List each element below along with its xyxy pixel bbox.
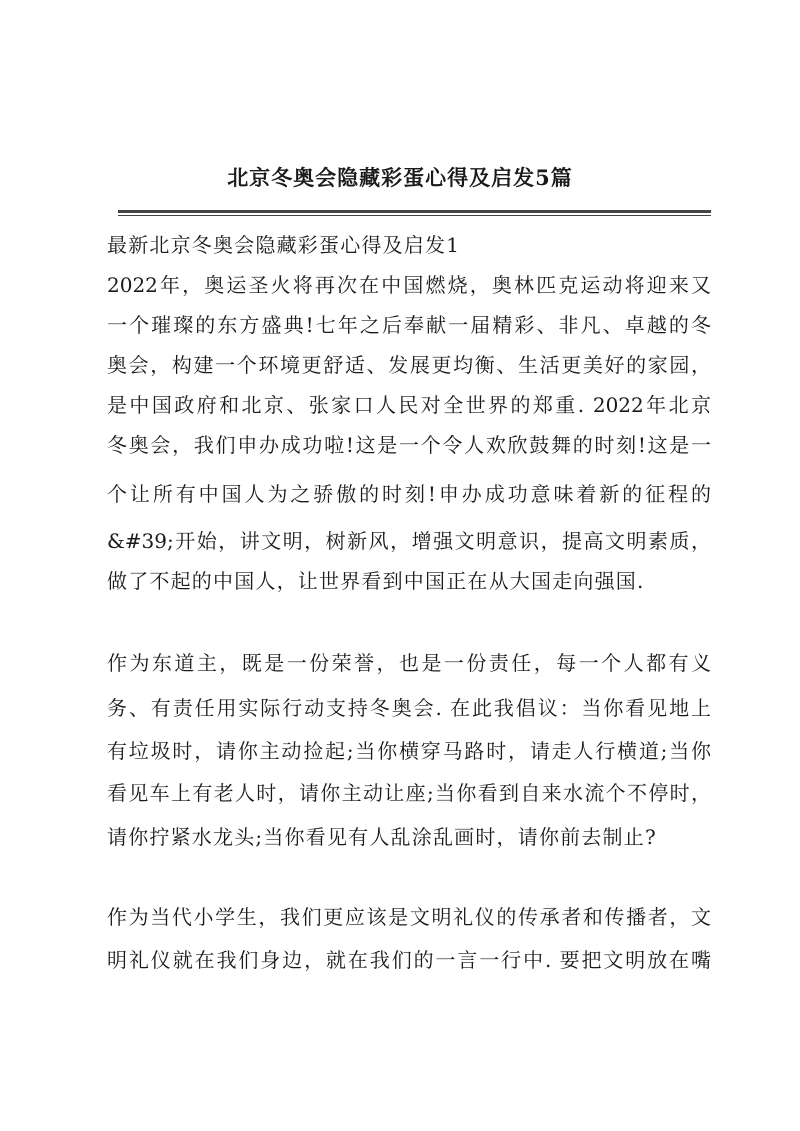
section-heading: 最新北京冬奥会隐藏彩蛋心得及启发1 bbox=[107, 233, 461, 257]
title-divider bbox=[118, 210, 711, 213]
paragraph-line: 2022年，奥运圣火将再次在中国燃烧，奥林匹克运动将迎来又 bbox=[107, 273, 711, 297]
paragraph-line: 请你拧紧水龙头;当你看见有人乱涂乱画时，请你前去制止? bbox=[107, 825, 657, 849]
paragraph-line: 务、有责任用实际行动支持冬奥会. 在此我倡议：当你看见地上 bbox=[107, 696, 711, 720]
document-title: 北京冬奥会隐藏彩蛋心得及启发5篇 bbox=[227, 165, 573, 190]
title-divider-thin bbox=[118, 215, 711, 216]
paragraph-line: 作为东道主，既是一份荣誉，也是一份责任，每一个人都有义 bbox=[107, 651, 711, 675]
paragraph-line: 冬奥会，我们申办成功啦!这是一个令人欢欣鼓舞的时刻!这是一 bbox=[107, 433, 711, 457]
paragraph-line: 奥会，构建一个环境更舒适、发展更均衡、生活更美好的家园， bbox=[107, 353, 711, 377]
paragraph-line: 是中国政府和北京、张家口人民对全世界的郑重. 2022年北京 bbox=[107, 393, 711, 417]
paragraph-line: 明礼仪就在我们身边，就在我们的一言一行中. 要把文明放在嘴 bbox=[107, 948, 711, 972]
paragraph-line: 看见车上有老人时，请你主动让座;当你看到自来水流个不停时， bbox=[107, 781, 711, 805]
paragraph-line: &#39;开始，讲文明，树新风，增强文明意识，提高文明素质， bbox=[107, 529, 711, 553]
paragraph-line: 有垃圾时，请你主动捡起;当你横穿马路时，请走人行横道;当你 bbox=[107, 739, 711, 763]
paragraph-line: 做了不起的中国人，让世界看到中国正在从大国走向强国. bbox=[107, 569, 645, 593]
paragraph-line: 个让所有中国人为之骄傲的时刻!申办成功意味着新的征程的 bbox=[107, 482, 711, 506]
paragraph-line: 一个璀璨的东方盛典!七年之后奉献一届精彩、非凡、卓越的冬 bbox=[107, 313, 711, 337]
paragraph-line: 作为当代小学生，我们更应该是文明礼仪的传承者和传播者，文 bbox=[107, 905, 711, 929]
